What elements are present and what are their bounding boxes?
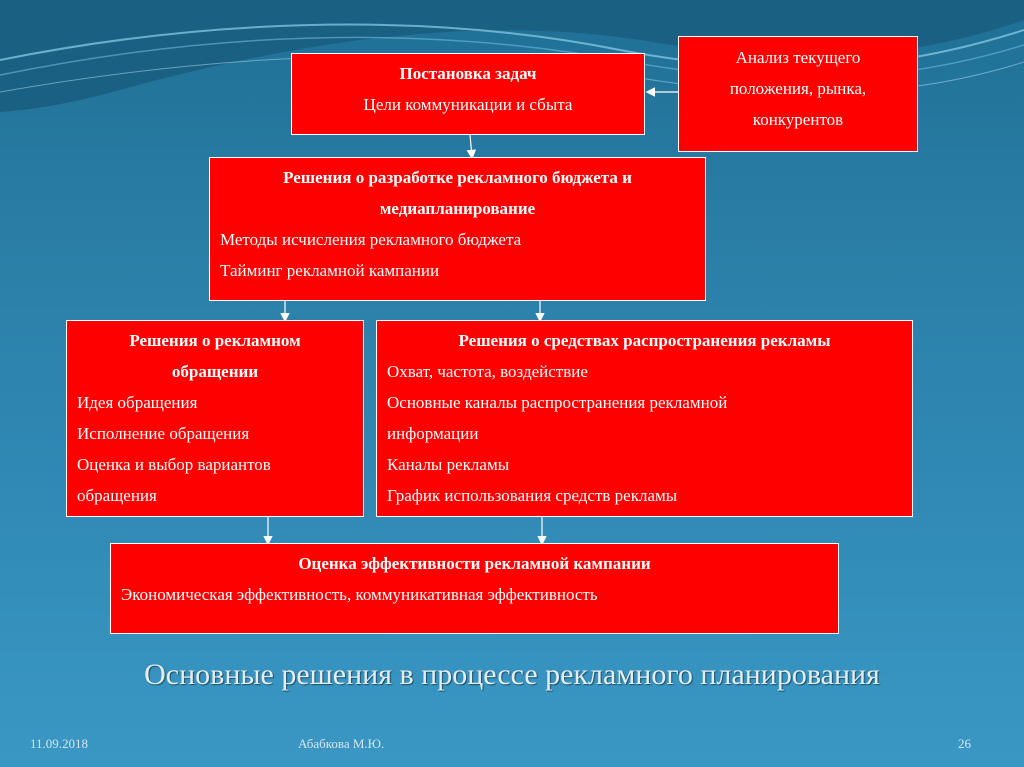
box-title: медиапланирование [379, 199, 536, 218]
slide-title: Основные решения в процессе рекламного планирования [144, 658, 880, 691]
box-line: положения, рынка, [729, 79, 867, 98]
box-line: конкурентов [752, 110, 844, 129]
box-line: Оценка и выбор вариантов [77, 455, 271, 474]
box-title: Решения о рекламном [129, 331, 301, 350]
box-message-decisions [66, 320, 364, 517]
arrow-tasks-to-budget [470, 135, 472, 157]
box-title: Постановка задач [399, 64, 537, 83]
box-title: обращении [171, 362, 259, 381]
box-line: Основные каналы распространения рекламной [387, 393, 728, 412]
box-line: Методы исчисления рекламного бюджета [220, 230, 522, 249]
box-line: Анализ текущего [735, 48, 861, 67]
footer-date: 11.09.2018 [30, 736, 89, 751]
box-line: информации [387, 424, 479, 443]
box-line: Экономическая эффективность, коммуникативная эффективность [121, 585, 598, 604]
box-line: Исполнение обращения [77, 424, 250, 443]
box-line: Тайминг рекламной кампании [220, 261, 440, 280]
footer-author: Абабкова М.Ю. [298, 736, 385, 751]
box-title: Решения о средствах распространения рекламы [458, 331, 831, 350]
box-budget-decisions [209, 157, 706, 301]
footer-page-number: 26 [958, 736, 971, 751]
box-task-setting [291, 53, 645, 135]
box-line: Каналы рекламы [387, 455, 510, 474]
box-line: Идея обращения [77, 393, 198, 412]
box-line: обращения [77, 486, 157, 505]
box-line: График использования средств рекламы [387, 486, 678, 505]
box-line: Охват, частота, воздействие [387, 362, 588, 381]
box-title: Решения о разработке рекламного бюджета и [283, 168, 632, 187]
box-situation-analysis [678, 36, 918, 152]
box-media-decisions [376, 320, 913, 517]
box-title: Оценка эффективности рекламной кампании [298, 554, 651, 573]
box-line: Цели коммуникации и сбыта [363, 95, 573, 114]
box-effectiveness-evaluation [110, 543, 839, 634]
